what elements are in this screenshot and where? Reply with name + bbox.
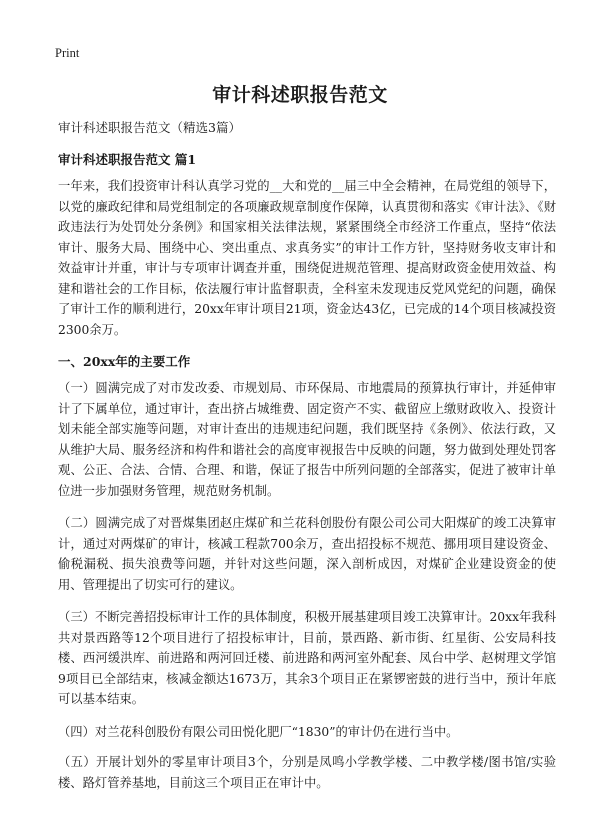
- print-link[interactable]: Print: [55, 46, 80, 60]
- document-body: [58, 118, 556, 805]
- intro-paragraph: 一年来，我们投资审计科认真学习党的__大和党的__届三中全会精神，在局党组的领导下，以党的廉政纪律和局党组制定的各项廉政规章制度作保障，认真贯彻和落实《审计法》、《财政违法行为处罚处分条例》和国家相关法律法规，紧紧围绕全市经济工作重点，坚持“依法审计、服务大局、围绕中心、突出重点、求真务实”的审计工作方针，坚持财务收支审计和效益审计并重，审计与专项审计调查并重，围绕促进规范管理、提高财政资金使用效益、构建和谐社会的工作目标，依法履行审计监督职责，全科室未发现违反党风党纪的问题，确保了审计工作的顺利进行，20xx年审计项目21项，资金达43亿，已完成的14个项目核减投资2300余万。: [58, 179, 556, 337]
- work-item-5: （五）开展计划外的零星审计项目3个，分别是凤鸣小学教学楼、二中教学楼/图书馆/实验楼、路灯管养基地，目前这三个项目正在审计中。: [58, 755, 556, 790]
- work-item-3: （三）不断完善招投标审计工作的具体制度，积极开展基建项目竣工决算审计。20xx年我科共对景西路等12个项目进行了招投标审计，目前，景西路、新市街、红星街、公安局科技楼、西河缓洪库、前进路和两河回迁楼、前进路和两河室外配套、凤台中学、赵树理文学馆9项目已全部结束，核减金额达1673万，其余3个项目正在紧锣密鼓的进行当中，预计年底可以基本结束。: [58, 610, 556, 706]
- document-subtitle: 审计科述职报告范文（精选3篇）: [58, 120, 241, 135]
- work-item-4: （四）对兰花科创股份有限公司田悦化肥厂“1830”的审计仍在进行当中。: [58, 724, 459, 739]
- page-title: 审计科述职报告范文: [212, 84, 388, 106]
- work-item-1: （一）圆满完成了对市发改委、市规划局、市环保局、市地震局的预算执行审计，并延伸审计了下属单位，通过审计，查出挤占城维费、固定资产不实、截留应上缴财政收入、投资计划未能全部实施等问题，对审计查出的违规违纪问题，我们既坚持《条例》、依法行政，又从维护大局、服务经济和构件和谐社会的高度审视报告中反映的问题，努力做到处理处罚客观、公正、合法、合情、合理、和谐，保证了报告中所列问题的全部落实，促进了被审计单位进一步加强财务管理，规范财务机制。: [58, 381, 556, 498]
- work-item-2: （二）圆满完成了对晋煤集团赵庄煤矿和兰花科创股份有限公司公司大阳煤矿的竣工决算审计，通过对两煤矿的审计，核减工程款700余万，查出招投标不规范、挪用项目建设资金、偷税漏税、损失浪费等问题，并针对这些问题，深入剖析成因，对煤矿企业建设资金的使用、管理提出了切实可行的建议。: [58, 516, 556, 592]
- section-heading-1: 审计科述职报告范文 篇1: [58, 152, 197, 167]
- main-work-heading: 一、20xx年的主要工作: [58, 354, 191, 369]
